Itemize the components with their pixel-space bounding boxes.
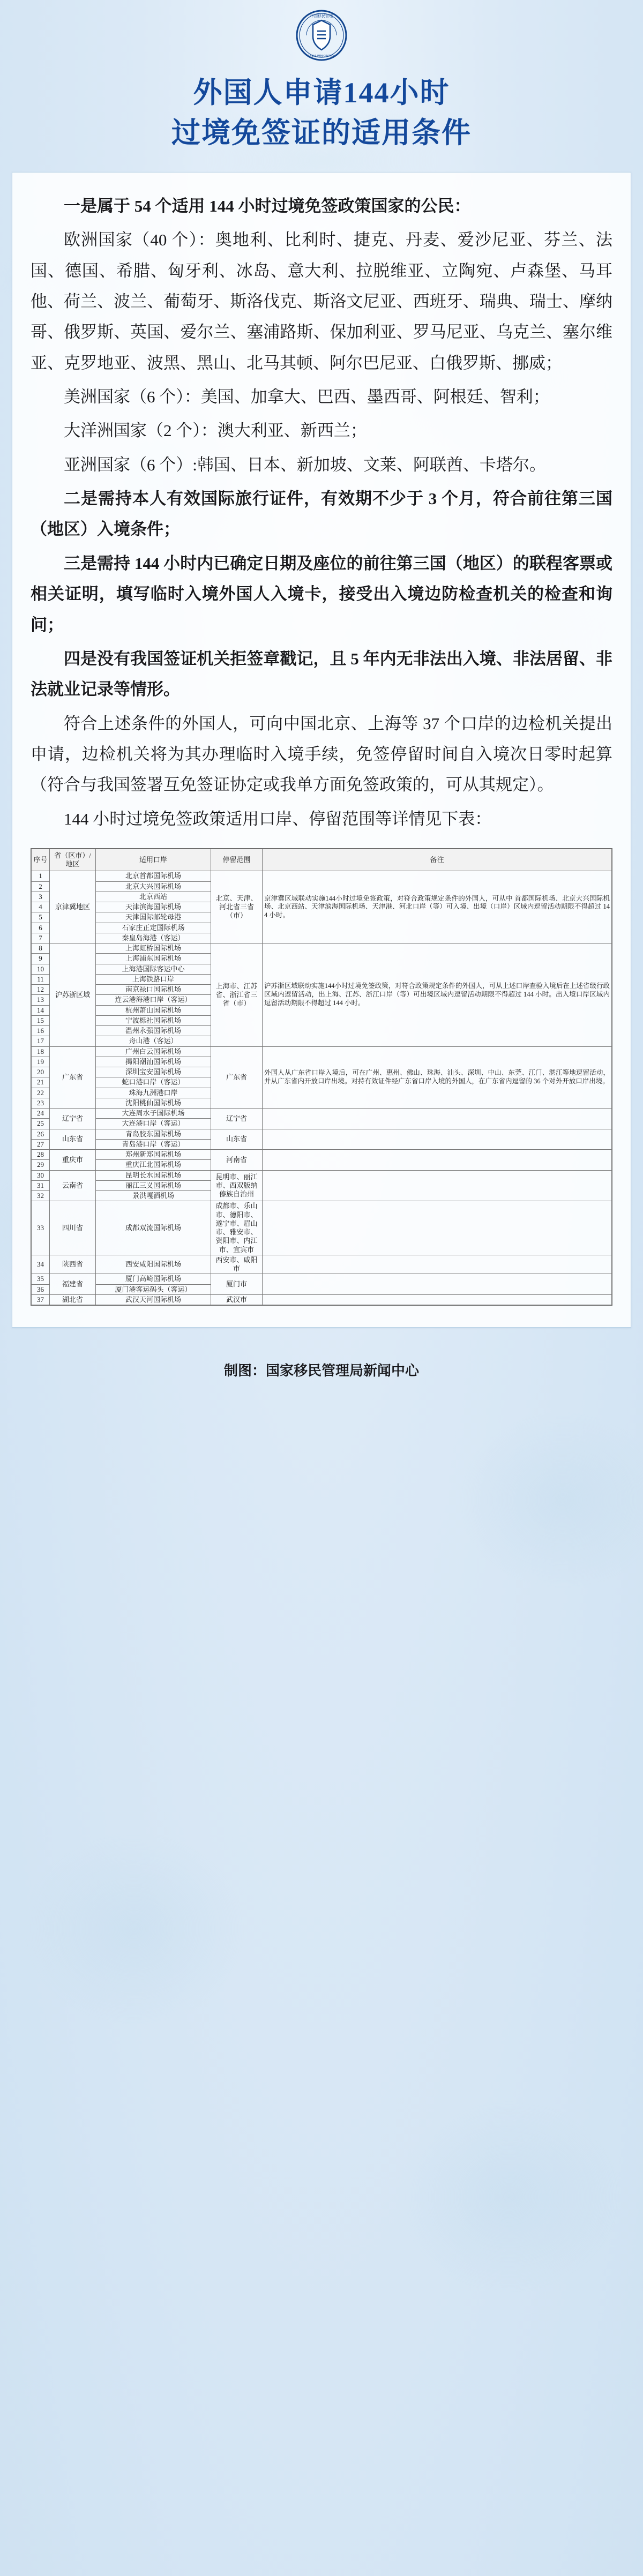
cell-province: 山东省: [50, 1129, 96, 1150]
cell-port: 蛇口港口岸（客运）: [96, 1077, 211, 1088]
cell-no: 16: [32, 1026, 50, 1036]
cell-port: 郑州新郑国际机场: [96, 1150, 211, 1160]
cell-no: 30: [32, 1170, 50, 1180]
cell-note: 外国人从广东省口岸入境后，可在广州、惠州、佛山、珠海、汕头、深圳、中山、东莞、江门、湛江等地逗留活动，并从广东省内开放口岸出境。对持有效证件经广东省口岸入境的外国人，在广东省内逗留的 36 个对外开放口岸出境。: [263, 1046, 612, 1109]
cell-no: 10: [32, 964, 50, 974]
cell-no: 3: [32, 892, 50, 902]
cell-note: 京津冀区域联动实施144小时过境免签政策，对符合政策规定条件的外国人，可从中 首都国际机场、北京大兴国际机场、北京西站、天津滨海国际机场、天津港、河北口岸（等）可入境、出境（口岸）区域内逗留活动期限不得超过 144 小时。: [263, 871, 612, 943]
cell-port: 秦皇岛海港（客运）: [96, 933, 211, 943]
cell-province: 重庆市: [50, 1150, 96, 1171]
cell-note: [263, 1294, 612, 1305]
cell-stay-range: 北京、天津、河北省三省（市）: [211, 871, 263, 943]
cell-stay-range: 广东省: [211, 1046, 263, 1109]
cell-port: 大连周水子国际机场: [96, 1109, 211, 1119]
cell-port: 上海港国际客运中心: [96, 964, 211, 974]
th-no: 序号: [32, 849, 50, 871]
cell-port: 西安咸阳国际机场: [96, 1255, 211, 1274]
cell-no: 23: [32, 1098, 50, 1108]
cell-port: 南京禄口国际机场: [96, 985, 211, 995]
cell-no: 11: [32, 974, 50, 984]
table-row: [32, 1046, 612, 1057]
credit-footer: 制图：国家移民管理局新闻中心: [223, 1363, 419, 1379]
cell-port: 杭州萧山国际机场: [96, 1005, 211, 1015]
th-note: 备注: [263, 849, 612, 871]
table-row: [32, 871, 612, 881]
table-row: [32, 1274, 612, 1284]
cell-note: [263, 1170, 612, 1201]
cell-port: 上海浦东国际机场: [96, 954, 211, 964]
th-port: 适用口岸: [96, 849, 211, 871]
cell-port: 青岛胶东国际机场: [96, 1129, 211, 1139]
cell-no: 25: [32, 1119, 50, 1129]
national-immigration-administration-emblem-icon: [296, 10, 347, 61]
cell-port: 宁波栎社国际机场: [96, 1015, 211, 1025]
cell-port: 沈阳桃仙国际机场: [96, 1098, 211, 1108]
cell-province: 陕西省: [50, 1255, 96, 1274]
cell-note: 沪苏浙区域联动实施144小时过境免签政策，对符合政策规定条件的外国人，可从上述口岸查验入境后在上述省级行政区域内逗留活动，出上海、江苏、浙江口岸（等）可出境区域内逗留活动期限不得超过 144 小时。出入境口岸区域内逗留活动期限不得超过 144 小时。: [263, 943, 612, 1047]
cell-province: 云南省: [50, 1170, 96, 1201]
cell-province: 辽宁省: [50, 1109, 96, 1129]
cell-port: 昆明长水国际机场: [96, 1170, 211, 1180]
cell-no: 20: [32, 1067, 50, 1077]
cell-port: 揭阳潮汕国际机场: [96, 1057, 211, 1067]
cell-port: 石家庄正定国际机场: [96, 923, 211, 933]
cell-province: 广东省: [50, 1046, 96, 1109]
cell-note: [263, 1109, 612, 1129]
cell-no: 26: [32, 1129, 50, 1139]
cell-port: 天津国际邮轮母港: [96, 912, 211, 923]
cell-note: [263, 1255, 612, 1274]
table-lead-in: 144 小时过境免签政策适用口岸、停留范围等详情见下表：: [64, 809, 492, 828]
cell-no: 33: [32, 1201, 50, 1255]
cell-port: 上海铁路口岸: [96, 974, 211, 984]
cell-port: 温州永强国际机场: [96, 1026, 211, 1036]
page-title: [0, 73, 643, 153]
cell-stay-range: 成都市、乐山市、德阳市、遂宁市、眉山市、雅安市、资阳市、内江市、宜宾市: [211, 1201, 263, 1255]
cell-port: 丽江三义国际机场: [96, 1180, 211, 1190]
cell-stay-range: 辽宁省: [211, 1109, 263, 1129]
cell-no: 36: [32, 1284, 50, 1294]
cell-no: 35: [32, 1274, 50, 1284]
table-row: [32, 1294, 612, 1305]
ports-table: [31, 849, 612, 1305]
cell-no: 6: [32, 923, 50, 933]
asia-countries: 亚洲国家（6 个）:韩国、日本、新加坡、文莱、阿联酋、卡塔尔。: [64, 455, 546, 474]
page-title-line-1: 外国人申请144小时: [193, 77, 450, 109]
table-row: [32, 943, 612, 954]
europe-countries: 欧洲国家（40 个）：奥地利、比利时、捷克、丹麦、爱沙尼亚、芬兰、法国、德国、希腊、匈牙利、冰岛、意大利、拉脱维亚、立陶宛、卢森堡、马耳他、荷兰、波兰、葡萄牙、斯洛伐克、斯洛文尼亚、西班牙、瑞典、瑞士、摩纳哥、俄罗斯、英国、爱尔兰、塞浦路斯、保加利亚、罗马尼亚、乌克兰、塞尔维亚、克罗地亚、波黑、黑山、北马其顿、阿尔巴尼亚、白俄罗斯、挪威；: [31, 230, 612, 372]
table-row: [32, 1109, 612, 1119]
cell-port: 青岛港口岸（客运）: [96, 1139, 211, 1149]
cell-no: 4: [32, 902, 50, 912]
cell-no: 9: [32, 954, 50, 964]
ports-table-wrapper: [31, 848, 612, 1306]
th-stay: 停留范围: [211, 849, 263, 871]
cell-stay-range: 厦门市: [211, 1274, 263, 1295]
cell-port: 连云港海港口岸（客运）: [96, 995, 211, 1005]
table-row: [32, 1170, 612, 1180]
americas-countries: 美洲国家（6 个）：美国、加拿大、巴西、墨西哥、阿根廷、智利；: [64, 387, 550, 407]
cell-no: 24: [32, 1109, 50, 1119]
content-card: [12, 172, 631, 1328]
cell-no: 12: [32, 985, 50, 995]
cell-port: 珠海九洲港口岸: [96, 1088, 211, 1098]
cell-port: 景洪嘎洒机场: [96, 1191, 211, 1201]
cell-no: 34: [32, 1255, 50, 1274]
cell-no: 15: [32, 1015, 50, 1025]
application-note: 符合上述条件的外国人，可向中国北京、上海等 37 个口岸的边检机关提出申请，边检机关将为其办理临时入境手续，免签停留时间自入境次日零时起算（符合与我国签署互免签证协定或我单方面免签政策的，可从其规定）。: [31, 714, 612, 795]
cell-province: 沪苏浙区域: [50, 943, 96, 1047]
page-title-line-2: 过境免签证的适用条件: [171, 116, 472, 149]
cell-no: 2: [32, 881, 50, 892]
cell-no: 19: [32, 1057, 50, 1067]
cell-no: 1: [32, 871, 50, 881]
cell-port: 天津滨海国际机场: [96, 902, 211, 912]
cell-note: [263, 1150, 612, 1171]
table-row: [32, 1201, 612, 1255]
cell-note: [263, 1129, 612, 1150]
svg-text:中国移民管理: 中国移民管理: [310, 14, 333, 18]
cell-no: 22: [32, 1088, 50, 1098]
cell-port: 武汉天河国际机场: [96, 1294, 211, 1305]
table-row: [32, 1129, 612, 1139]
cell-port: 厦门港客运码头（客运）: [96, 1284, 211, 1294]
cell-no: 28: [32, 1150, 50, 1160]
cell-port: 舟山港（客运）: [96, 1036, 211, 1046]
cell-no: 13: [32, 995, 50, 1005]
cell-no: 18: [32, 1046, 50, 1057]
ports-table-body: [32, 871, 612, 1305]
cell-no: 27: [32, 1139, 50, 1149]
cell-no: 7: [32, 933, 50, 943]
cell-port: 北京首都国际机场: [96, 871, 211, 881]
table-row: [32, 1255, 612, 1274]
page-header: [0, 0, 643, 153]
cell-no: 37: [32, 1294, 50, 1305]
cell-port: 上海虹桥国际机场: [96, 943, 211, 954]
cell-port: 北京西站: [96, 892, 211, 902]
cell-no: 29: [32, 1160, 50, 1170]
cell-province: 四川省: [50, 1201, 96, 1255]
cell-port: 广州白云国际机场: [96, 1046, 211, 1057]
cell-stay-range: 山东省: [211, 1129, 263, 1150]
cell-no: 21: [32, 1077, 50, 1088]
cell-stay-range: 河南省: [211, 1150, 263, 1171]
cell-no: 8: [32, 943, 50, 954]
cell-port: 厦门高崎国际机场: [96, 1274, 211, 1284]
cell-no: 5: [32, 912, 50, 923]
cell-province: 京津冀地区: [50, 871, 96, 943]
svg-text:CHINA IMMIGRATION: CHINA IMMIGRATION: [308, 55, 335, 58]
cell-province: 福建省: [50, 1274, 96, 1295]
cell-port: 重庆江北国际机场: [96, 1160, 211, 1170]
table-header-row: [32, 849, 612, 871]
cell-stay-range: 上海市、江苏省、浙江省三省（市）: [211, 943, 263, 1047]
table-row: [32, 1150, 612, 1160]
cell-note: [263, 1274, 612, 1295]
cell-province: 湖北省: [50, 1294, 96, 1305]
cell-note: [263, 1201, 612, 1255]
cell-no: 17: [32, 1036, 50, 1046]
cell-no: 32: [32, 1191, 50, 1201]
cell-stay-range: 武汉市: [211, 1294, 263, 1305]
cell-stay-range: 昆明市、丽江市、西双版纳傣族自治州: [211, 1170, 263, 1201]
cell-port: 深圳宝安国际机场: [96, 1067, 211, 1077]
cell-no: 31: [32, 1180, 50, 1190]
cell-port: 大连港口岸（客运）: [96, 1119, 211, 1129]
condition-four: 四是没有我国签证机关拒签章戳记，且 5 年内无非法出入境、非法居留、非法就业记录等情形。: [31, 649, 612, 699]
th-province: 省（区市）/地区: [50, 849, 96, 871]
condition-three: 三是需持 144 小时内已确定日期及座位的前往第三国（地区）的联程客票或相关证明，填写临时入境外国人入境卡，接受出入境边防检查机关的检查和询问；: [31, 553, 612, 634]
condition-two: 二是需持本人有效国际旅行证件，有效期不少于 3 个月，符合前往第三国（地区）入境条件；: [31, 489, 612, 539]
cell-port: 北京大兴国际机场: [96, 881, 211, 892]
cell-stay-range: 西安市、咸阳市: [211, 1255, 263, 1274]
cell-no: 14: [32, 1005, 50, 1015]
condition-one: 一是属于 54 个适用 144 小时过境免签政策国家的公民：: [64, 197, 471, 216]
oceania-countries: 大洋洲国家（2 个）：澳大利亚、新西兰；: [64, 421, 367, 440]
cell-port: 成都双流国际机场: [96, 1201, 211, 1255]
